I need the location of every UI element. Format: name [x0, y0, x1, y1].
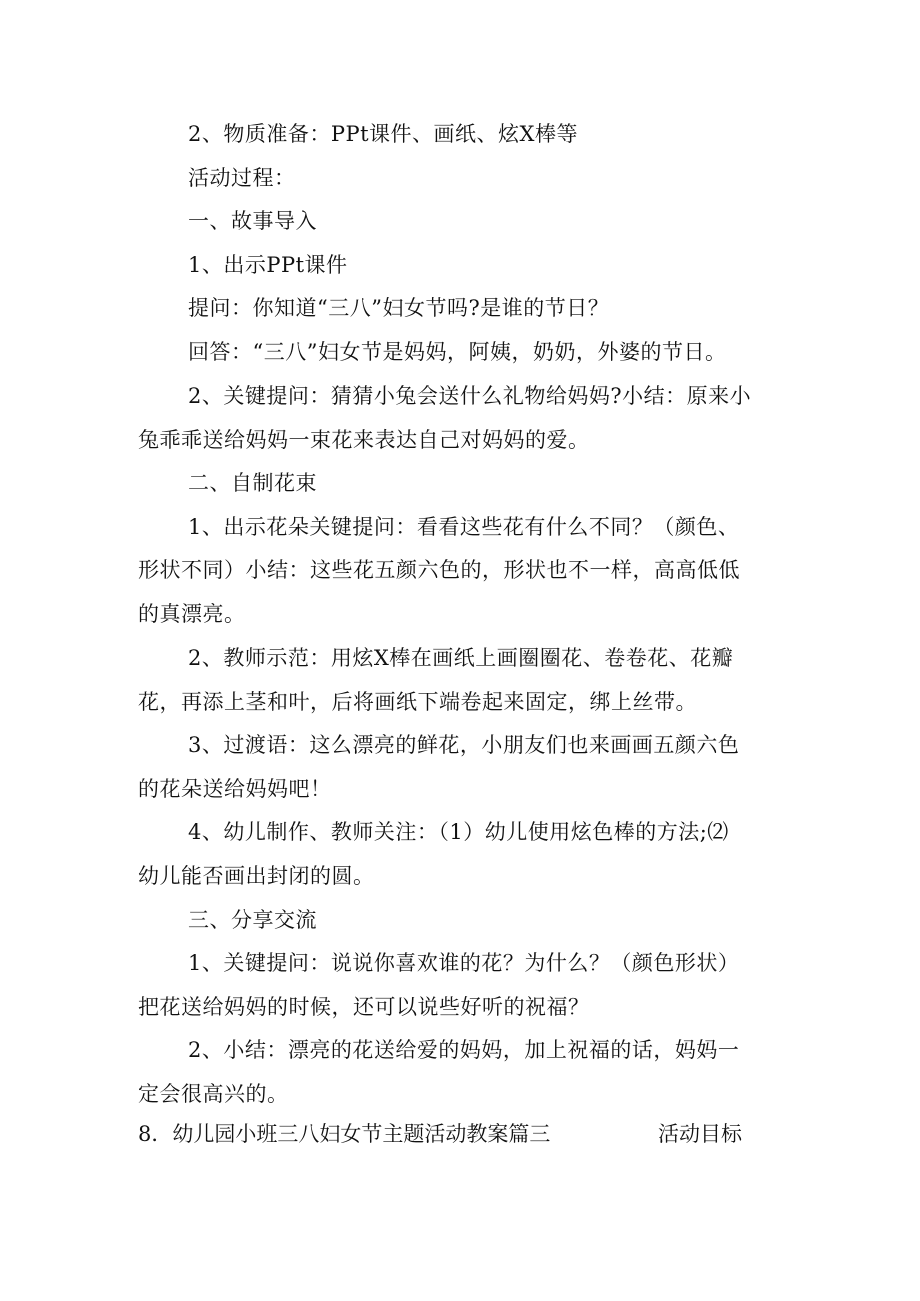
text-line: 回答：“三八”妇女节是妈妈，阿姨，奶奶，外婆的节日。 — [188, 340, 727, 364]
section-heading: 三、分享交流 — [188, 908, 317, 932]
lesson-plan-heading — [138, 1121, 778, 1149]
text-line: 2、物质准备：PPt课件、画纸、炫X棒等 — [188, 122, 579, 146]
text-line: 2、教师示范：用炫X棒在画纸上画圈圈花、卷卷花、花瓣 — [188, 646, 734, 670]
text-line: 3、过渡语：这么漂亮的鲜花，小朋友们也来画画五颜六色 — [188, 733, 740, 757]
text-line: 1、出示PPt课件 — [188, 253, 348, 277]
text-line: 活动过程： — [188, 166, 296, 190]
text-line: 的真漂亮。 — [138, 602, 246, 626]
text-line: 4、幼儿制作、教师关注：（1）幼儿使用炫色棒的方法;⑵ — [188, 820, 729, 844]
text-line: 2、关键提问：猜猜小兔会送什么礼物给妈妈?小结：原来小 — [188, 384, 752, 408]
text-line: 幼儿能否画出封闭的圆。 — [138, 864, 375, 888]
text-line: 形状不同）小结：这些花五颜六色的，形状也不一样，高高低低 — [138, 558, 740, 582]
text-line: 2、小结：漂亮的花送给爱的妈妈，加上祝福的话，妈妈一 — [188, 1038, 740, 1062]
text-line: 1、出示花朵关键提问：看看这些花有什么不同？（颜色、 — [188, 515, 740, 539]
text-line: 提问：你知道“三八”妇女节吗?是谁的节日？ — [188, 296, 610, 320]
text-line: 的花朵送给妈妈吧！ — [138, 777, 332, 801]
text-line: 兔乖乖送给妈妈一束花来表达自己对妈妈的爱。 — [138, 428, 590, 452]
lesson-plan-title: 8．幼儿园小班三八妇女节主题活动教案篇三 — [138, 1122, 551, 1146]
activity-goals-label: 活动目标 — [658, 1122, 742, 1146]
text-line: 1、关键提问：说说你喜欢谁的花？为什么？（颜色形状） — [188, 951, 740, 975]
text-line: 花，再添上茎和叶，后将画纸下端卷起来固定，绑上丝带。 — [138, 690, 697, 714]
text-line: 定会很高兴的。 — [138, 1082, 289, 1106]
section-heading: 二、自制花束 — [188, 471, 317, 495]
text-line: 把花送给妈妈的时候，还可以说些好听的祝福？ — [138, 995, 590, 1019]
section-heading: 一、故事导入 — [188, 209, 317, 233]
